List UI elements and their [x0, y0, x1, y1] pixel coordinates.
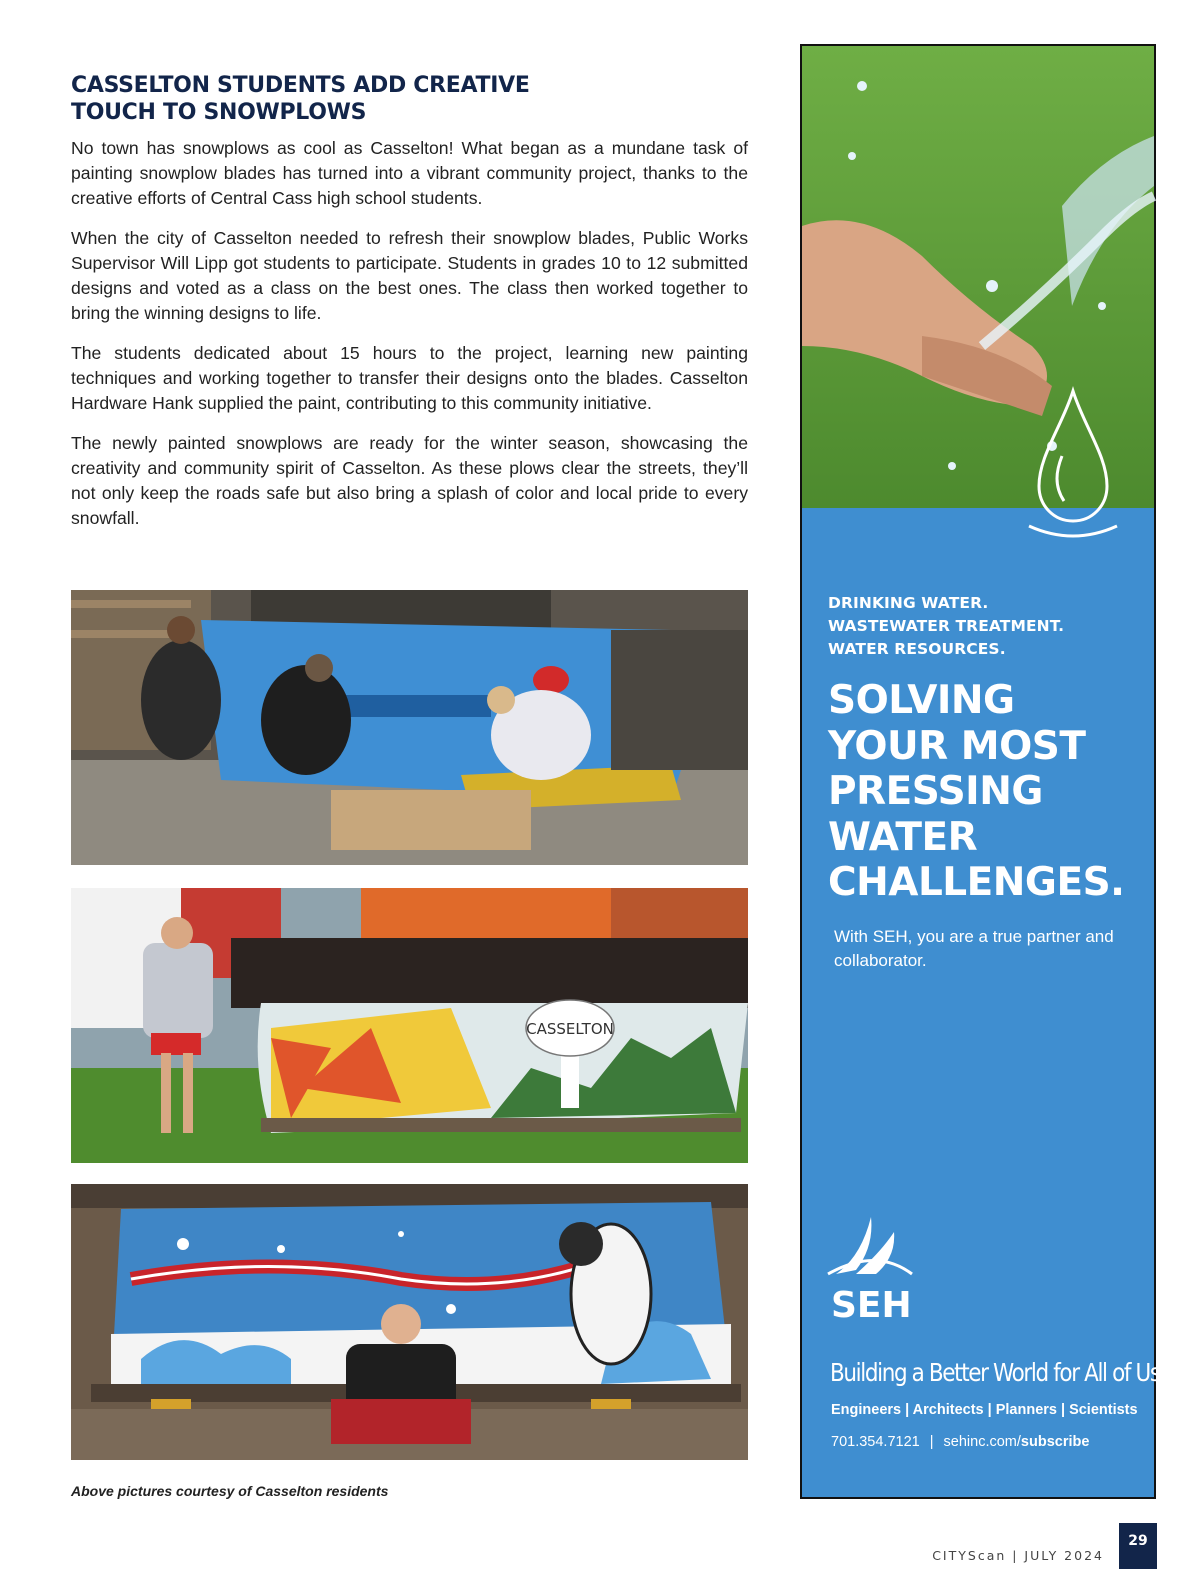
ad-tagline-text: Building a Better World for All of Us: [830, 1358, 1160, 1387]
ad-service-3: WATER RESOURCES.: [828, 640, 1006, 658]
photo-winter-plow: [71, 1184, 748, 1460]
page-number: 29: [1119, 1523, 1157, 1569]
article-headline: [71, 72, 748, 126]
photo-students-painting: [71, 590, 748, 865]
article-paragraph-4: The newly painted snowplows are ready for the winter season, showcasing the creativity and community spirit of Casselton. As these plows clear the streets, they’ll not only keep the roads safe but also bring a splash of color and local pride to every snowfall.: [71, 433, 748, 528]
ad-phone[interactable]: 701.354.7121: [831, 1434, 920, 1450]
article-paragraph-3: The students dedicated about 15 hours to the project, learning new painting techniques and working together to transfer their designs onto the blades. Casselton Hardware Hank supplied the paint, contributing to this community initiative.: [71, 343, 748, 413]
headline-line-2: TOUCH TO SNOWPLOWS: [71, 100, 367, 125]
article-paragraph-2: When the city of Casselton needed to refresh their snowplow blades, Public Works Supervisor Will Lipp got students to participate. Students in grades 10 to 12 submitted designs and voted as a class on the best ones. The class then worked together to bring the winning designs to life.: [71, 228, 748, 323]
ad-tagline-mark: ®: [1159, 1363, 1167, 1375]
water-tower-sign: CASSELTON: [526, 1020, 614, 1038]
ad-headline-line-3: PRESSING: [828, 769, 1043, 814]
ad-professions: Engineers | Architects | Planners | Scientists: [831, 1402, 1138, 1418]
ad-url-path: subscribe: [1020, 1434, 1090, 1450]
seh-logo: [826, 1212, 916, 1326]
ad-headline-line-5: CHALLENGES.: [828, 860, 1125, 905]
photo-casselton-plow: [71, 888, 748, 1163]
ad-services-list: [828, 592, 1064, 661]
ad-headline: [828, 678, 1124, 906]
headline-line-1: CASSELTON STUDENTS ADD CREATIVE: [71, 73, 530, 98]
ad-service-1: DRINKING WATER.: [828, 594, 989, 612]
article: [71, 72, 748, 546]
footer-publication: CITYScan | JULY 2024: [932, 1548, 1104, 1563]
ad-tagline: [830, 1358, 1167, 1387]
water-drop-icon: [1024, 386, 1122, 546]
ad-service-2: WASTEWATER TREATMENT.: [828, 617, 1065, 635]
ad-url-prefix: sehinc.com/: [943, 1434, 1021, 1450]
ad-headline-line-2: YOUR MOST: [828, 723, 1086, 769]
seh-logo-text: SEH: [831, 1285, 912, 1326]
article-paragraph-1: No town has snowplows as cool as Casselton! What began as a mundane task of painting snowplow blades has turned into a vibrant community project, thanks to the creative efforts of Central Cass high school students.: [71, 138, 748, 208]
ad-headline-line-4: WATER: [828, 814, 978, 860]
ad-contact: [831, 1434, 1089, 1450]
ad-contact-separator: |: [929, 1434, 934, 1450]
ad-subtext: With SEH, you are a true partner and collaborator.: [834, 927, 1114, 970]
photo-caption: Above pictures courtesy of Casselton residents: [71, 1483, 389, 1499]
seh-advertisement[interactable]: [800, 44, 1167, 1499]
ad-url[interactable]: [944, 1434, 1090, 1450]
ad-headline-line-1: SOLVING: [828, 678, 1015, 723]
